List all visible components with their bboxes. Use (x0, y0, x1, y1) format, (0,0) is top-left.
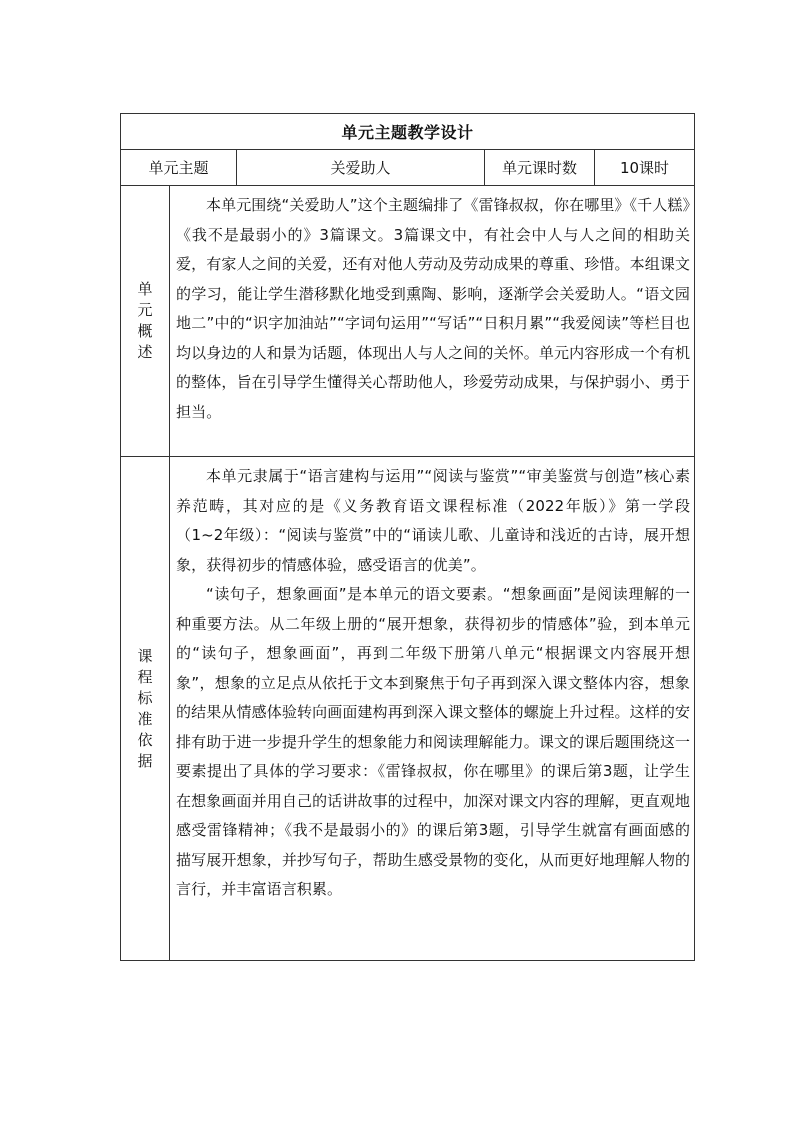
standards-content (170, 457, 695, 961)
overview-label-cell (121, 186, 170, 457)
title-row (121, 114, 695, 150)
theme-label: 单元主题 (121, 150, 237, 186)
unit-design-table (120, 113, 695, 961)
overview-row (121, 186, 695, 457)
hours-value: 10课时 (595, 150, 695, 186)
hours-label: 单元课时数 (485, 150, 595, 186)
standards-row (121, 457, 695, 961)
standards-paragraph: “读句子，想象画面”是本单元的语文要素。“想象画面”是阅读理解的一种重要方法。从二年级上册的“展开想象，获得初步的情感体”验，到本单元的“读句子，想象画面”，再到二年级下册第八单元“根据课文内容展开想象”，想象的立足点从依托于文本到聚焦于句子再到深入课文整体内容，想象的结果从情感体验转向画面建构再到深入课文整体的螺旋上升过程。这样的安排有助于进一步提升学生的想象能力和阅读理解能力。课文的课后题围绕这一要素提出了具体的学习要求：《雷锋叔叔，你在哪里》的课后第3题，让学生在想象画面并用自己的话讲故事的过程中，加深对课文内容的理解，更直观地感受雷锋精神；《我不是最弱小的》的课后第3题，引导学生就富有画面感的描写展开想象，并抄写句子，帮助生感受景物的变化，从而更好地理解人物的言行，并丰富语言积累。 (176, 585, 691, 898)
table-title: 单元主题教学设计 (121, 114, 695, 150)
overview-paragraph: 本单元围绕“关爱助人”这个主题编排了《雷锋叔叔，你在哪里》《千人糕》《我不是最弱小的》3篇课文。3篇课文中，有社会中人与人之间的相助关爱，有家人之间的关爱，还有对他人劳动及劳动成果的尊重、珍惜。本组课文的学习，能让学生潜移默化地受到熏陶、影响，逐渐学会关爱助人。“语文园地二”中的“识字加油站”“字词句运用”“写话”“日积月累”“我爱阅读”等栏目也均以身边的人和景为话题，体现出人与人之间的关怀。单元内容形成一个有机的整体，旨在引导学生懂得关心帮助他人，珍爱劳动成果，与保护弱小、勇于担当。 (176, 196, 691, 421)
standards-paragraph: 本单元隶属于“语言建构与运用”“阅读与鉴赏”“审美鉴赏与创造”核心素养范畴，其对应的是《义务教育语文课程标准（2022年版）》第一学段（1~2年级）：“阅读与鉴赏”中的“诵读儿歌、儿童诗和浅近的古诗，展开想象，获得初步的情感体验，感受语言的优美”。 (176, 467, 691, 574)
theme-value: 关爱助人 (237, 150, 485, 186)
standards-label-cell (121, 457, 170, 961)
standards-label: 课程标准依据 (137, 646, 153, 770)
header-row (121, 150, 695, 186)
overview-content (170, 186, 695, 457)
overview-label: 单元概述 (137, 280, 153, 361)
